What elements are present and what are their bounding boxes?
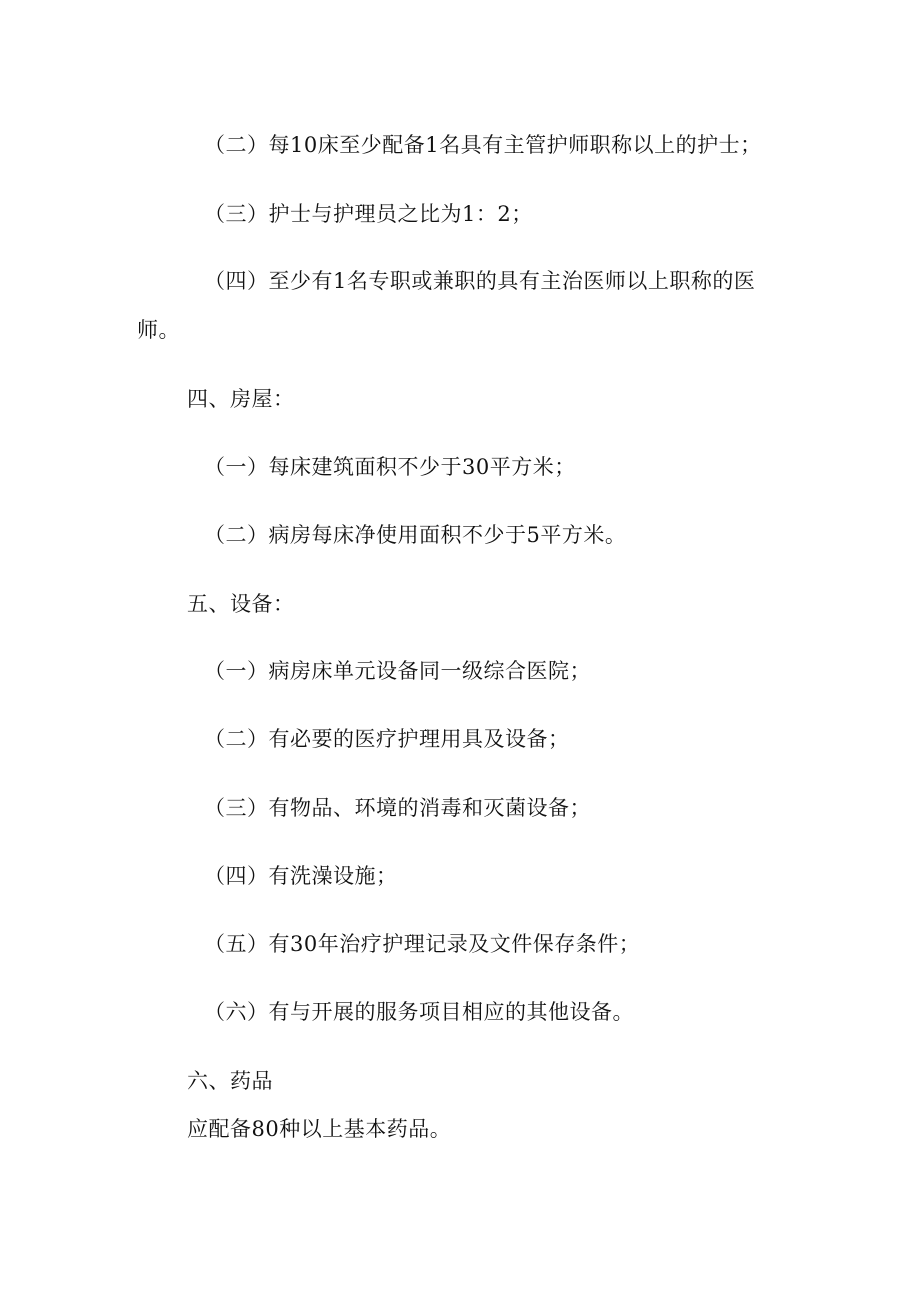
item-bed-unit-equipment: （一）病房床单元设备同一级综合医院； bbox=[204, 659, 591, 683]
item-record-storage: （五）有30年治疗护理记录及文件保存条件； bbox=[204, 932, 641, 956]
item-nurse-caregiver-ratio: （三）护士与护理员之比为1：2； bbox=[204, 202, 533, 226]
item-bathing-facilities: （四）有洗澡设施； bbox=[204, 864, 398, 888]
item-nurse-ratio-per-bed: （二）每10床至少配备1名具有主管护师职称以上的护士； bbox=[204, 133, 762, 157]
item-building-area: （一）每床建筑面积不少于30平方米； bbox=[204, 455, 576, 479]
item-other-equipment: （六）有与开展的服务项目相应的其他设备。 bbox=[204, 1000, 634, 1024]
item-medical-care-tools: （二）有必要的医疗护理用具及设备； bbox=[204, 727, 570, 751]
item-disinfection-equipment: （三）有物品、环境的消毒和灭菌设备； bbox=[204, 796, 591, 820]
item-physician-requirement: （四）至少有1名专职或兼职的具有主治医师以上职称的医 bbox=[204, 269, 756, 293]
item-physician-requirement-cont: 师。 bbox=[137, 318, 180, 342]
item-medicine-count: 应配备80种以上基本药品。 bbox=[187, 1117, 452, 1141]
item-ward-area: （二）病房每床净使用面积不少于5平方米。 bbox=[204, 523, 627, 547]
section-heading-medicines: 六、药品 bbox=[187, 1069, 273, 1093]
section-heading-housing: 四、房屋： bbox=[187, 387, 295, 411]
section-heading-equipment: 五、设备： bbox=[187, 592, 295, 616]
